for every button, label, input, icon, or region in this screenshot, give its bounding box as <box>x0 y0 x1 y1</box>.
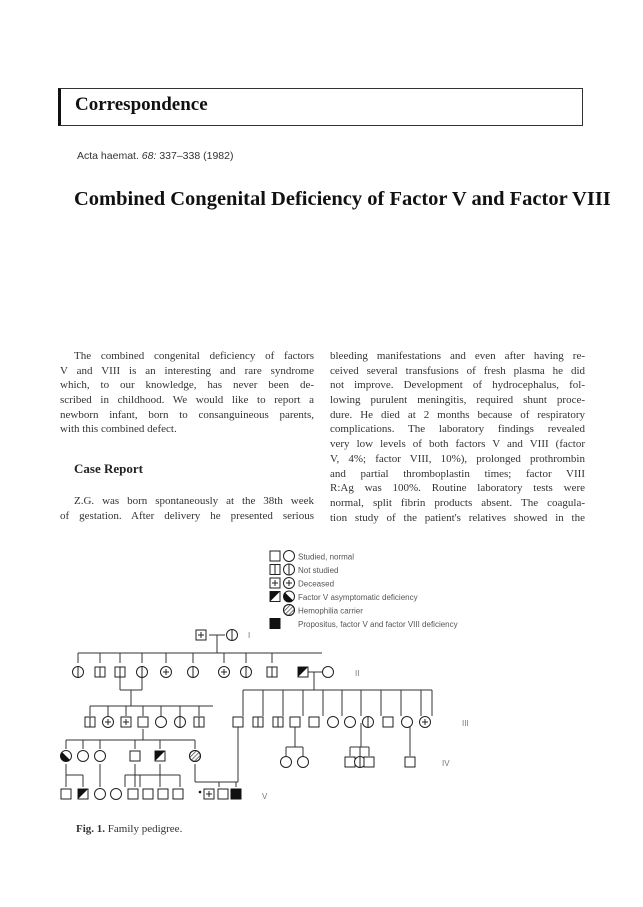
sq-n-symbol <box>364 757 374 767</box>
legend-circle-studied-normal <box>284 551 295 562</box>
right-line: lowing purulent meningitis, required shunt proce- <box>330 394 585 407</box>
pedigree-symbols <box>58 630 430 800</box>
case-report-heading: Case Report <box>74 461 143 477</box>
sq-n-symbol <box>218 789 228 799</box>
generation-label: II <box>355 669 360 678</box>
case-line: of gestation. After delivery he presented serious <box>60 509 314 522</box>
citation-journal: Acta haemat. <box>77 150 139 162</box>
sq-dec-symbol <box>121 717 131 727</box>
ci-ns-symbol <box>73 667 84 678</box>
legend-label: Not studied <box>298 566 339 575</box>
pedigree-figure <box>0 540 643 820</box>
section-header <box>58 88 583 126</box>
ci-dec-symbol <box>103 717 114 728</box>
sq-n-symbol <box>405 757 415 767</box>
legend-square-propositus <box>270 619 280 629</box>
ci-n-symbol <box>281 757 292 768</box>
right-line: ceived several transfusions of fresh plasma he did <box>330 364 585 377</box>
sq-ns-symbol <box>253 717 263 727</box>
figure-caption <box>76 823 182 835</box>
sq-n-symbol <box>309 717 319 727</box>
right-line: dure. He died at 2 months because of respiratory <box>330 408 585 421</box>
right-line: and partial thromboplastin times; factor VIII <box>330 467 585 480</box>
sq-n-symbol <box>128 789 138 799</box>
case-paragraph <box>60 494 314 523</box>
sq-dec-symbol <box>196 630 206 640</box>
ci-ns-symbol <box>137 667 148 678</box>
intro-line: The combined congenital deficiency of factors <box>74 350 314 362</box>
ci-ns-symbol <box>241 667 252 678</box>
sq-n-symbol <box>290 717 300 727</box>
legend-circle-not-studied <box>284 564 295 575</box>
intro-line: V and VIII is an interesting and rare syndrome <box>60 364 314 377</box>
legend-square-studied-normal <box>270 551 280 561</box>
sq-n-symbol <box>158 789 168 799</box>
ci-n-symbol <box>156 717 167 728</box>
ci-ns-symbol <box>363 717 374 728</box>
generation-labels <box>248 631 469 801</box>
legend-circle-hemophilia-carrier <box>284 605 295 616</box>
legend-circle-deceased <box>284 578 295 589</box>
article-title: Combined Congenital Deficiency of Factor V and Factor VIII <box>74 188 611 210</box>
sq-n-symbol <box>130 751 140 761</box>
generation-label: III <box>462 719 469 728</box>
legend-label: Factor V asymptomatic deficiency <box>298 593 418 602</box>
intro-line: which, to our knowledge, has never been de- <box>60 379 314 392</box>
right-line: R:Ag was 100%. Routine laboratory tests were <box>330 482 585 495</box>
ci-n-symbol <box>328 717 339 728</box>
citation-pages: 337–338 (1982) <box>159 150 234 162</box>
caption-label: Fig. 1. <box>76 823 106 835</box>
sq-n-symbol <box>173 789 183 799</box>
pedigree-legend <box>270 551 458 630</box>
case-line: Z.G. was born spontaneously at the 38th week <box>74 494 314 507</box>
citation <box>77 150 233 162</box>
sq-fv-symbol <box>155 751 165 761</box>
sq-n-symbol <box>383 717 393 727</box>
ci-dec-symbol <box>420 717 431 728</box>
sq-n-symbol <box>138 717 148 727</box>
caption-text: Family pedigree. <box>107 823 183 835</box>
sq-ns-symbol <box>273 717 283 727</box>
right-line: complications. The laboratory findings revealed <box>330 423 585 436</box>
sq-ns-symbol <box>194 717 204 727</box>
ci-n-symbol <box>402 717 413 728</box>
ci-n-symbol <box>345 717 356 728</box>
legend-label: Deceased <box>298 579 335 589</box>
right-line: normal, split fibrin products absent. The coagula- <box>330 496 585 509</box>
ci-fv-symbol <box>58 751 71 764</box>
intro-line: with this combined defect. <box>60 423 177 436</box>
right-line: not improve. Development of hydrocephalus, fol- <box>330 379 585 392</box>
legend-square-not-studied <box>270 565 280 575</box>
intro-line: newborn infant, born to consanguineous parents, <box>60 408 314 421</box>
ci-dec-symbol <box>161 667 172 678</box>
ci-n-symbol <box>95 751 106 762</box>
generation-label: I <box>248 631 251 640</box>
sq-n-symbol <box>61 789 71 799</box>
ci-ns-symbol <box>175 717 186 728</box>
ci-n-symbol <box>298 757 309 768</box>
sq-n-symbol <box>143 789 153 799</box>
sq-ns-symbol <box>267 667 277 677</box>
pedigree-lines <box>66 635 432 787</box>
right-line: V, 4%; factor VIII, 10%), prolonged prothrombin <box>330 452 585 465</box>
sq-ns-symbol <box>95 667 105 677</box>
right-paragraph <box>330 349 585 525</box>
legend-square-deceased <box>270 578 280 588</box>
legend-label: Studied, normal <box>298 552 355 562</box>
sq-n-symbol <box>345 757 355 767</box>
ci-n-symbol <box>95 789 106 800</box>
right-line: tion study of the patient's relatives showed in the <box>330 511 585 524</box>
legend-square-factor-v-asymptomatic <box>270 592 280 602</box>
ci-n-symbol <box>323 667 334 678</box>
propositus-symbol <box>231 789 241 799</box>
sq-n-symbol <box>233 717 243 727</box>
legend-label: Propositus, factor V and factor VIII deficiency <box>298 620 458 629</box>
ci-dec-symbol <box>219 667 230 678</box>
generation-label: IV <box>442 759 450 768</box>
ci-ns-symbol <box>227 630 238 641</box>
legend-circle-factor-v-asymptomatic <box>281 591 294 604</box>
section-title: Correspondence <box>75 94 208 115</box>
ci-n-symbol <box>78 751 89 762</box>
intro-line: scribed in childhood. We would like to report a <box>60 394 314 407</box>
ci-carr-symbol <box>190 751 201 762</box>
citation-volume: 68: <box>141 150 157 162</box>
sq-dec-symbol <box>204 789 214 799</box>
ci-n-symbol <box>111 789 122 800</box>
propositus-arrow <box>199 791 202 794</box>
right-line: bleeding manifestations and even after having re- <box>330 350 585 362</box>
sq-fv-symbol <box>298 667 308 677</box>
right-column <box>330 349 585 525</box>
ci-ns-symbol <box>188 667 199 678</box>
left-column <box>60 349 314 523</box>
intro-paragraph <box>60 349 314 437</box>
sq-ns-symbol <box>115 667 125 677</box>
sq-fv-symbol <box>78 789 88 799</box>
generation-label: V <box>262 792 268 801</box>
right-line: very low levels of both factors V and VIII (factor <box>330 438 585 451</box>
legend-label: Hemophilia carrier <box>298 606 363 616</box>
sq-ns-symbol <box>85 717 95 727</box>
